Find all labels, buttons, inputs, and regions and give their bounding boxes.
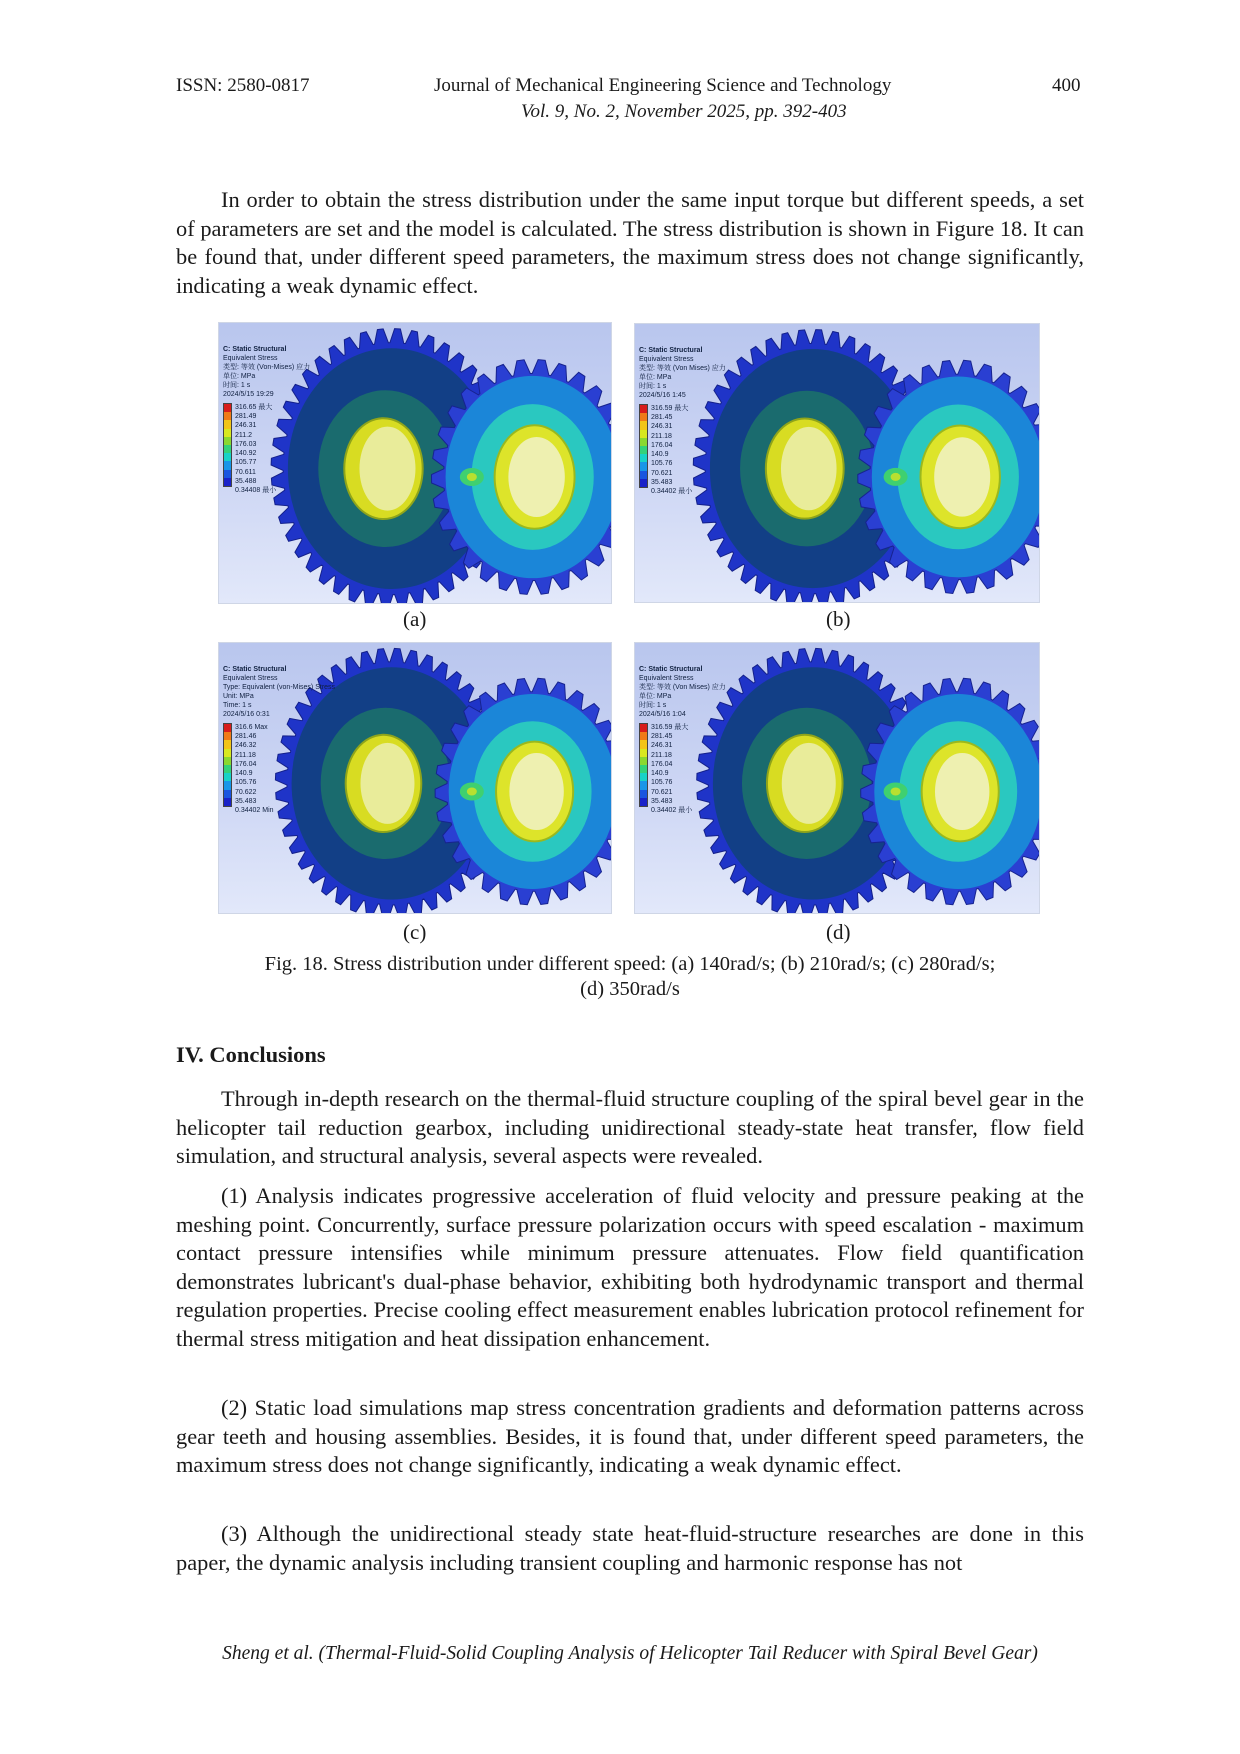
legend-value: 176.03 bbox=[235, 440, 257, 448]
stress-legend-a bbox=[223, 345, 310, 495]
intro-paragraph: In order to obtain the stress distribution under the same input torque but different speeds, a set of parameters are set and the model is calculated. The stress distribution is shown in Figure 18. It can be found that, under different speed parameters, the maximum stress does not change significantly, indicating a weak dynamic effect. bbox=[176, 187, 1084, 298]
panel-label-d: (d) bbox=[826, 920, 851, 944]
legend-value: 211.18 bbox=[235, 751, 256, 759]
figure-panel-c bbox=[218, 642, 612, 914]
figure-caption-line1: Fig. 18. Stress distribution under different speed: (a) 140rad/s; (b) 210rad/s; (c) 280rad/s; bbox=[264, 953, 996, 975]
legend-value: 105.76 bbox=[651, 460, 673, 468]
stress-legend-c bbox=[223, 665, 335, 815]
header-journal-title: Journal of Mechanical Engineering Science and Technology bbox=[434, 75, 892, 96]
legend-value: 211.18 bbox=[651, 432, 672, 440]
legend-value: 281.45 bbox=[651, 414, 673, 422]
legend-value: 246.31 bbox=[651, 742, 673, 750]
large-gear-bore bbox=[781, 427, 837, 510]
small-gear-bore bbox=[935, 753, 989, 830]
legend-value: 0.34408 最小 bbox=[235, 486, 277, 494]
legend-line: Unit: MPa bbox=[223, 693, 254, 700]
legend-value: 316.6 Max bbox=[235, 724, 268, 731]
legend-value: 281.46 bbox=[235, 733, 257, 741]
header-volume: Vol. 9, No. 2, November 2025, pp. 392-403 bbox=[521, 101, 847, 122]
legend-value: 0.34402 最小 bbox=[651, 487, 693, 495]
stress-legend-d bbox=[639, 665, 726, 815]
figure-panel-a bbox=[218, 322, 612, 604]
small-gear-bore bbox=[508, 437, 564, 517]
legend-line: 时间: 1 s bbox=[639, 702, 667, 709]
legend-value: 316.59 最大 bbox=[651, 405, 689, 412]
legend-line: 2024/5/16 1:45 bbox=[639, 392, 686, 399]
mesh-contact-peak bbox=[467, 788, 477, 796]
legend-line: Type: Equivalent (von-Mises) Stress bbox=[223, 684, 336, 691]
legend-line: 时间: 1 s bbox=[639, 383, 667, 390]
large-gear-bore bbox=[360, 743, 414, 824]
large-gear-bore bbox=[359, 427, 415, 511]
legend-line: 单位: MPa bbox=[639, 374, 672, 381]
legend-line: Equivalent Stress bbox=[223, 355, 278, 362]
small-gear-bore bbox=[509, 753, 563, 830]
legend-value: 140.9 bbox=[651, 451, 669, 459]
legend-value: 140.9 bbox=[235, 770, 253, 778]
mesh-contact-peak bbox=[467, 473, 477, 481]
legend-line: 时间: 1 s bbox=[223, 382, 251, 389]
legend-value: 0.34402 Min bbox=[235, 806, 274, 814]
header-issn: ISSN: 2580-0817 bbox=[176, 75, 310, 96]
legend-line: 类型: 等效 (Von Mises) 应力 bbox=[639, 365, 726, 372]
legend-colorbar bbox=[223, 403, 232, 487]
conclusion-paragraph-intro: Through in-depth research on the thermal-fluid structure coupling of the spiral bevel gear in the helicopter tail reduction gearbox, including unidirectional steady-state heat transfer, flow field simulation, and structural analysis, several aspects were revealed. bbox=[176, 1086, 1084, 1169]
legend-value: 35.483 bbox=[651, 478, 673, 486]
legend-value: 105.76 bbox=[651, 779, 673, 787]
legend-line: C: Static Structural bbox=[639, 347, 703, 354]
page-number: 400 bbox=[1052, 75, 1081, 96]
legend-value: 70.621 bbox=[651, 469, 673, 477]
figure-caption-line2: (d) 350rad/s bbox=[580, 978, 680, 1000]
legend-value: 70.611 bbox=[235, 468, 256, 476]
panel-label-c: (c) bbox=[403, 920, 427, 944]
legend-line: Equivalent Stress bbox=[223, 675, 278, 682]
panel-label-b: (b) bbox=[826, 607, 851, 631]
running-footer: Sheng et al. (Thermal-Fluid-Solid Coupling Analysis of Helicopter Tail Reducer with Spiral Bevel Gear) bbox=[222, 1643, 1038, 1664]
mesh-contact-peak bbox=[891, 788, 901, 796]
legend-line: Time: 1 s bbox=[223, 702, 252, 709]
legend-value: 105.77 bbox=[235, 459, 257, 467]
panel-label-a: (a) bbox=[403, 607, 427, 631]
legend-value: 316.59 最大 bbox=[651, 724, 689, 731]
legend-value: 70.622 bbox=[235, 788, 257, 796]
legend-value: 140.92 bbox=[235, 450, 257, 458]
legend-value: 246.32 bbox=[235, 742, 257, 750]
legend-line: C: Static Structural bbox=[223, 666, 287, 673]
conclusion-paragraph-3: (3) Although the unidirectional steady state heat-fluid-structure researches are done in this paper, the dynamic analysis including transient coupling and harmonic response has not bbox=[176, 1521, 1084, 1575]
legend-line: 2024/5/16 1:04 bbox=[639, 711, 686, 718]
legend-colorbar bbox=[639, 404, 648, 488]
legend-value: 35.483 bbox=[651, 797, 673, 805]
legend-line: 类型: 等效 (Von-Mises) 应力 bbox=[223, 364, 311, 371]
legend-line: C: Static Structural bbox=[223, 346, 287, 353]
large-gear-bore bbox=[782, 743, 836, 824]
legend-line: 类型: 等效 (Von Mises) 应力 bbox=[639, 684, 726, 691]
legend-value: 176.04 bbox=[651, 441, 673, 449]
legend-value: 35.488 bbox=[235, 477, 257, 485]
legend-value: 176.04 bbox=[651, 760, 673, 768]
legend-value: 316.65 最大 bbox=[235, 404, 273, 411]
legend-value: 246.31 bbox=[235, 422, 257, 430]
legend-line: Equivalent Stress bbox=[639, 356, 694, 363]
figure-panel-d bbox=[634, 642, 1040, 914]
legend-value: 211.18 bbox=[651, 751, 672, 759]
legend-value: 211.2 bbox=[235, 431, 252, 439]
legend-value: 281.49 bbox=[235, 413, 257, 421]
legend-value: 35.483 bbox=[235, 797, 257, 805]
legend-value: 70.621 bbox=[651, 788, 673, 796]
section-heading: IV. Conclusions bbox=[176, 1042, 326, 1067]
small-gear-bore bbox=[934, 437, 990, 516]
legend-value: 105.76 bbox=[235, 779, 257, 787]
legend-value: 140.9 bbox=[651, 770, 669, 778]
figure-panel-b bbox=[634, 323, 1040, 603]
legend-line: 2024/5/16 0:31 bbox=[223, 711, 270, 718]
legend-line: Equivalent Stress bbox=[639, 675, 694, 682]
legend-line: C: Static Structural bbox=[639, 666, 703, 673]
legend-line: 单位: MPa bbox=[223, 373, 256, 380]
legend-value: 0.34402 最小 bbox=[651, 806, 693, 814]
mesh-contact-peak bbox=[891, 473, 901, 481]
legend-value: 246.31 bbox=[651, 423, 673, 431]
conclusion-paragraph-1: (1) Analysis indicates progressive acceleration of fluid velocity and pressure peaking at the meshing point. Concurrently, surface pressure polarization occurs with speed escalation - maximum contact pressure intensifies while minimum pressure attenuates. Flow field quantification demonstrates lubricant's dual-phase behavior, exhibiting both hydrodynamic transport and thermal regulation properties. Precise cooling effect measurement enables lubrication protocol refinement for thermal stress mitigation and heat dissipation enhancement. bbox=[176, 1183, 1084, 1351]
legend-value: 176.04 bbox=[235, 760, 257, 768]
conclusion-paragraph-2: (2) Static load simulations map stress concentration gradients and deformation patterns across gear teeth and housing assemblies. Besides, it is found that, under different speed parameters, the maximum stress does not change significantly, indicating a weak dynamic effect. bbox=[176, 1395, 1084, 1478]
legend-colorbar bbox=[223, 723, 232, 807]
legend-line: 单位: MPa bbox=[639, 693, 672, 700]
stress-legend-b bbox=[639, 346, 726, 496]
legend-value: 281.45 bbox=[651, 733, 673, 741]
legend-line: 2024/5/15 19:29 bbox=[223, 391, 274, 398]
legend-colorbar bbox=[639, 723, 648, 807]
